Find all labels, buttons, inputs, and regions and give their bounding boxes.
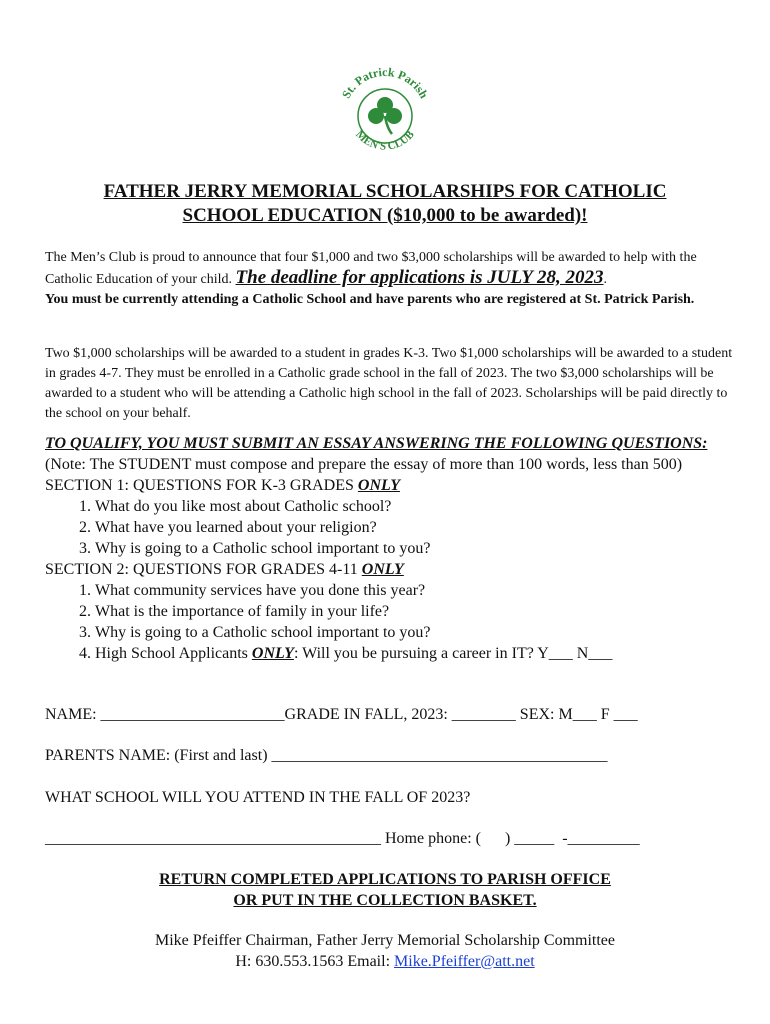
school-phone-field[interactable]: __________________________________________ Home phone: ( ) _____ -_________ <box>45 830 640 847</box>
awards-paragraph: Two $1,000 scholarships will be awarded to a student in grades K-3. Two $1,000 scholarships will be awarded to a student in grades 4-7. They must be enrolled in a Catholic grade school in the fall of 2023. The two $3,000 scholarships will be awarded to a student who will be attending a Catholic high school in the fall of 2023. Scholarships will be paid directly to the school on your behalf. <box>45 346 733 421</box>
item4-post: : Will you be pursuing a career in IT? Y___ N___ <box>293 645 613 662</box>
intro-paragraph <box>45 248 735 310</box>
qualify-heading: TO QUALIFY, YOU MUST SUBMIT AN ESSAY ANSWERING THE FOLLOWING QUESTIONS: <box>45 435 708 452</box>
section-1-label: SECTION 1: QUESTIONS FOR K-3 GRADES <box>45 477 358 494</box>
title-line-2: SCHOOL EDUCATION ($10,000 to be awarded)! <box>182 205 588 226</box>
shamrock-icon <box>368 97 402 134</box>
school-question: WHAT SCHOOL WILL YOU ATTEND IN THE FALL OF 2023? <box>45 789 471 806</box>
title-line-1: FATHER JERRY MEMORIAL SCHOLARSHIPS FOR CATHOLIC <box>103 181 667 202</box>
list-item: 2. What have you learned about your religion? <box>95 517 735 538</box>
email-link[interactable]: Mike.Pfeiffer@att.net <box>394 953 535 970</box>
name-grade-sex-field[interactable]: NAME: _______________________GRADE IN FALL, 2023: ________ SEX: M___ F ___ <box>45 706 638 723</box>
list-item: 3. Why is going to a Catholic school important to you? <box>95 622 735 643</box>
list-item: 1. What community services have you done this year? <box>95 580 735 601</box>
phone-text: H: 630.553.1563 Email: <box>235 953 395 970</box>
return-line-2: OR PUT IN THE COLLECTION BASKET. <box>233 892 537 909</box>
section-2-label: SECTION 2: QUESTIONS FOR GRADES 4-11 <box>45 561 362 578</box>
st-patrick-mens-club-logo <box>330 58 440 168</box>
contact-line-2 <box>30 951 740 972</box>
item4-only: ONLY <box>251 645 294 662</box>
intro-text: The Men’s Club is proud to announce that four $1,000 and two $3,000 scholarships will be awarded to help with the Catholic Education of your child. <box>45 250 697 287</box>
item4-pre: High School Applicants <box>95 645 252 662</box>
section-1-heading <box>45 475 735 496</box>
return-line-1: RETURN COMPLETED APPLICATIONS TO PARISH OFFICE <box>159 871 611 888</box>
section-1-only: ONLY <box>357 477 400 494</box>
list-item <box>95 643 735 664</box>
logo-ring-text-bottom: MEN'S CLUB <box>353 128 417 153</box>
return-instructions <box>30 869 740 911</box>
list-item: 2. What is the importance of family in your life? <box>95 601 735 622</box>
list-item: 3. Why is going to a Catholic school important to you? <box>95 538 735 559</box>
contact-line-1: Mike Pfeiffer Chairman, Father Jerry Memorial Scholarship Committee <box>154 932 616 949</box>
qualify-section <box>45 433 735 664</box>
section-2-heading <box>45 559 735 580</box>
parents-name-field[interactable]: PARENTS NAME: (First and last) __________________________________________ <box>45 747 608 764</box>
list-item: 1. What do you like most about Catholic school? <box>95 496 735 517</box>
section-2-list <box>45 580 735 664</box>
section-2-only: ONLY <box>361 561 404 578</box>
section-1-list <box>45 496 735 559</box>
deadline-text: The deadline for applications is JULY 28, 2023 <box>235 267 604 288</box>
qualify-note: (Note: The STUDENT must compose and prepare the essay of more than 100 words, less than 500) <box>45 456 683 473</box>
contact-info <box>30 930 740 972</box>
logo-ring-text-top: St. Patrick Parish <box>338 64 432 101</box>
deadline-end: . <box>603 272 608 287</box>
document-title <box>30 180 740 228</box>
requirement-text: You must be currently attending a Catholic School and have parents who are registered at St. Patrick Parish. <box>45 292 695 307</box>
